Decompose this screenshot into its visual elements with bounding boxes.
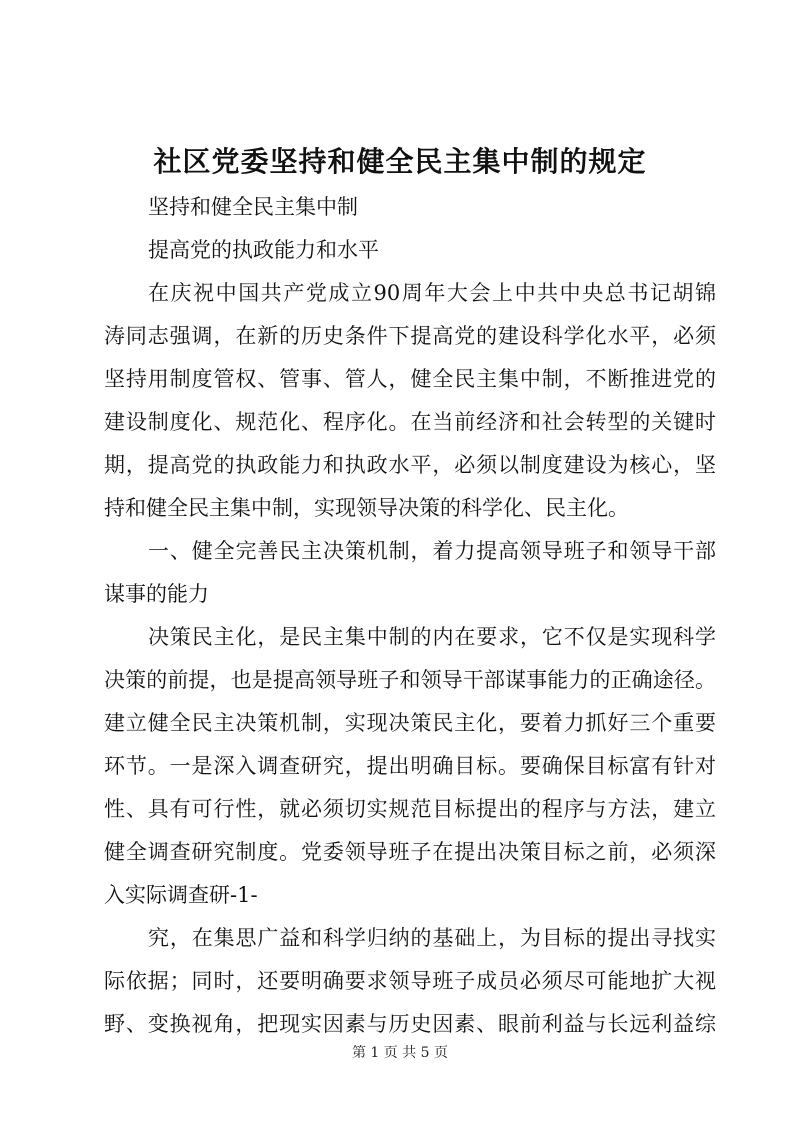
text-line: 际依据；同时，还要明确要求领导班子成员必须尽可能地扩大视 [104,969,716,993]
text-line: 坚持和健全民主集中制 [148,195,358,219]
text-line: 环节。一是深入调查研究，提出明确目标。要确保目标富有针对 [104,754,716,778]
text-line: 持和健全民主集中制，实现领导决策的科学化、民主化。 [104,496,629,520]
text-line: 决策民主化，是民主集中制的内在要求，它不仅是实现科学 [148,625,716,649]
text-line: 究，在集思广益和科学归纳的基础上，为目标的提出寻找实 [148,926,716,950]
text-line: 在庆祝中国共产党成立90周年大会上中共中央总书记胡锦 [148,281,716,305]
text-line: 决策的前提，也是提高领导班子和领导干部谋事能力的正确途径。 [104,668,716,692]
text-line: 健全调查研究制度。党委领导班子在提出决策目标之前，必须深 [104,840,716,864]
text-line: 提高党的执政能力和水平 [148,238,379,262]
document-body [104,186,716,1046]
text-line: 期，提高党的执政能力和执政水平，必须以制度建设为核心，坚 [104,453,716,477]
text-line: 涛同志强调，在新的历史条件下提高党的建设科学化水平，必须 [104,324,716,348]
text-line: 建立健全民主决策机制，实现决策民主化，要着力抓好三个重要 [104,711,716,735]
text-line: 一、健全完善民主决策机制，着力提高领导班子和领导干部 [148,539,716,563]
text-line: 坚持用制度管权、管事、管人，健全民主集中制，不断推进党的 [104,367,716,391]
page-footer: 第 1 页 共 5 页 [351,1045,449,1061]
text-line: 谋事的能力 [104,582,209,606]
text-line: 建设制度化、规范化、程序化。在当前经济和社会转型的关键时 [104,410,716,434]
text-line: 入实际调查研-1- [104,883,258,907]
text-line: 野、变换视角，把现实因素与历史因素、眼前利益与长远利益综 [104,1012,716,1036]
text-line: 性、具有可行性，就必须切实规范目标提出的程序与方法，建立 [104,797,716,821]
page-title: 社区党委坚持和健全民主集中制的规定 [153,145,647,178]
